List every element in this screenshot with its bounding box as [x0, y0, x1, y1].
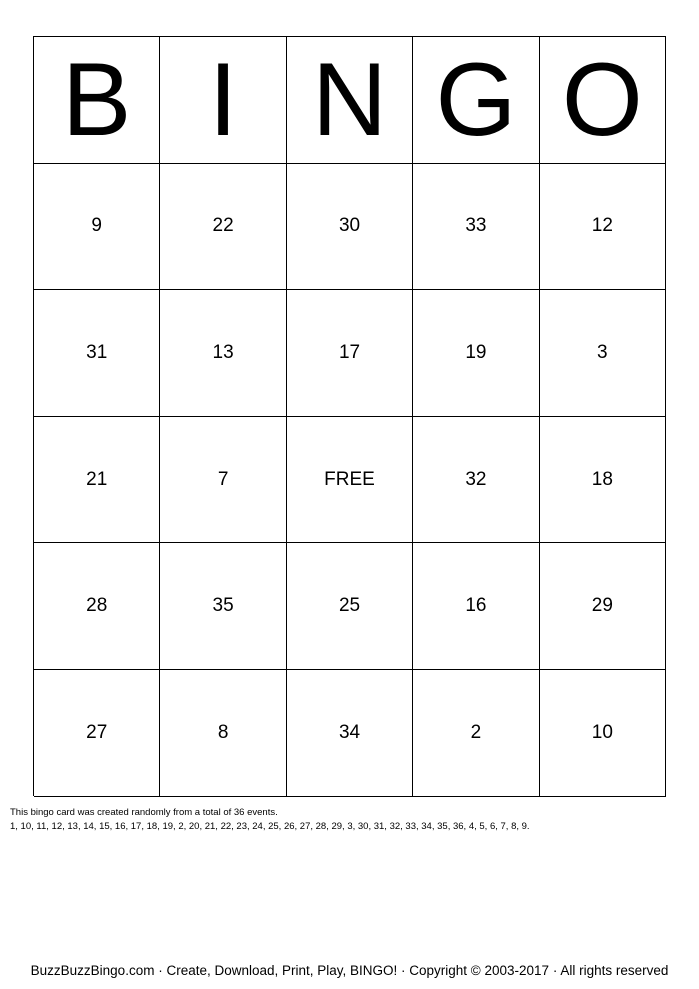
bingo-cell: 21 [34, 417, 160, 544]
header-letter-g: G [413, 37, 539, 164]
bingo-cell: 30 [287, 164, 413, 291]
header-letter-i: I [160, 37, 286, 164]
card-generation-note [10, 806, 530, 834]
bingo-cell: 34 [287, 670, 413, 797]
bingo-cell: 25 [287, 543, 413, 670]
bingo-cell: 27 [34, 670, 160, 797]
bingo-cell: 35 [160, 543, 286, 670]
bingo-cell: 3 [540, 290, 666, 417]
bingo-row-5 [34, 670, 666, 797]
bingo-cell: 18 [540, 417, 666, 544]
bingo-cell: 19 [413, 290, 539, 417]
bingo-cell: 7 [160, 417, 286, 544]
bingo-cell: 10 [540, 670, 666, 797]
bingo-cell: 33 [413, 164, 539, 291]
bingo-header-row [34, 37, 666, 164]
bingo-cell: 9 [34, 164, 160, 291]
bingo-cell: 29 [540, 543, 666, 670]
bingo-cell: 22 [160, 164, 286, 291]
bingo-row-4 [34, 543, 666, 670]
bingo-cell: 13 [160, 290, 286, 417]
page-footer: BuzzBuzzBingo.com · Create, Download, Print, Play, BINGO! · Copyright © 2003-2017 · All rights reserved [30, 963, 669, 978]
note-line-events: 1, 10, 11, 12, 13, 14, 15, 16, 17, 18, 19, 2, 20, 21, 22, 23, 24, 25, 26, 27, 28, 29, 3, 30, 31, 32, 33, 34, 35, 36, 4, 5, 6, 7, 8, 9. [10, 821, 530, 832]
bingo-cell: 32 [413, 417, 539, 544]
header-letter-n: N [287, 37, 413, 164]
bingo-cell: 8 [160, 670, 286, 797]
bingo-card [33, 36, 666, 796]
bingo-cell: 2 [413, 670, 539, 797]
bingo-cell: 17 [287, 290, 413, 417]
free-space-cell: FREE [287, 417, 413, 544]
header-letter-o: O [540, 37, 666, 164]
bingo-cell: 12 [540, 164, 666, 291]
bingo-row-3 [34, 417, 666, 544]
header-letter-b: B [34, 37, 160, 164]
bingo-row-1 [34, 164, 666, 291]
bingo-cell: 28 [34, 543, 160, 670]
bingo-row-2 [34, 290, 666, 417]
bingo-cell: 16 [413, 543, 539, 670]
bingo-cell: 31 [34, 290, 160, 417]
note-line-summary: This bingo card was created randomly from a total of 36 events. [10, 807, 278, 818]
